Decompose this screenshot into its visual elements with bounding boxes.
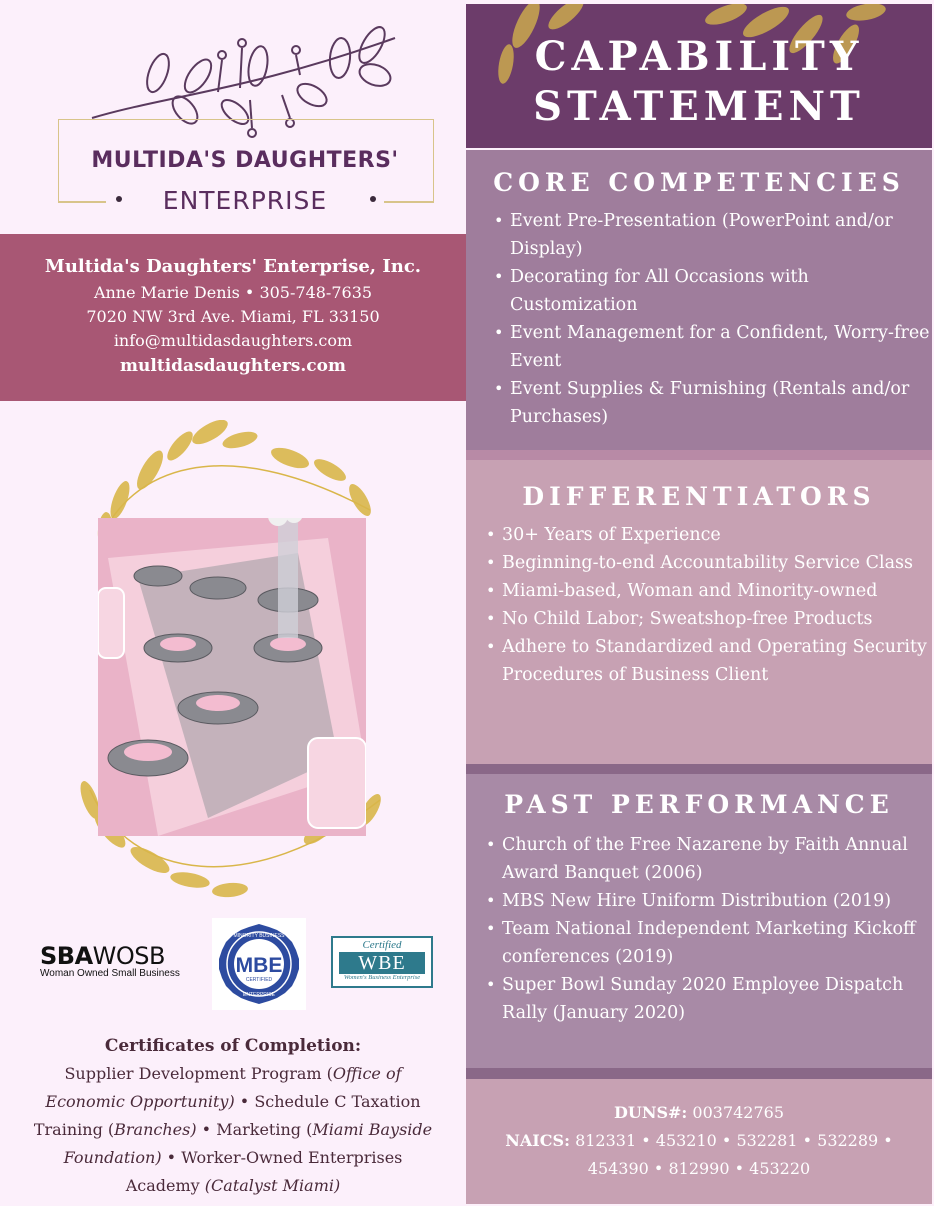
capability-title-line2: STATEMENT bbox=[533, 83, 865, 130]
list-item: • Event Supplies & Furnishing (Rentals and/or Purchases) bbox=[496, 375, 932, 431]
list-item: • Team National Independent Marketing Kickoff conferences (2019) bbox=[488, 915, 932, 971]
contact-name-phone: Anne Marie Denis • 305-748-7635 bbox=[93, 283, 373, 302]
mbe-label: MBE bbox=[235, 954, 283, 977]
list-item: • No Child Labor; Sweatshop-free Products bbox=[488, 605, 932, 633]
completion-text: • Worker-Owned Enterprises bbox=[161, 1148, 403, 1167]
logo-subtitle: ENTERPRISE bbox=[162, 186, 328, 215]
completion-text: Academy bbox=[125, 1176, 205, 1195]
differentiators-list bbox=[466, 521, 932, 689]
list-item: • Beginning-to-end Accountability Service Class bbox=[488, 549, 932, 577]
differentiators-panel bbox=[466, 460, 932, 764]
naics-codes: 812331 • 453210 • 532281 • 532289 • bbox=[569, 1131, 893, 1150]
capability-header bbox=[466, 4, 932, 148]
capability-title-line1: CAPABILITY bbox=[534, 33, 864, 80]
naics-codes-continued: 454390 • 812990 • 453220 bbox=[587, 1159, 811, 1178]
table-setting-illustration bbox=[98, 518, 366, 836]
contact-block bbox=[0, 234, 466, 401]
list-item: • Adhere to Standardized and Operating Security Procedures of Business Client bbox=[488, 633, 932, 689]
business-codes-panel bbox=[466, 1079, 932, 1204]
list-item: • Miami-based, Woman and Minority-owned bbox=[488, 577, 932, 605]
list-item: • 30+ Years of Experience bbox=[488, 521, 932, 549]
completion-org: Foundation) bbox=[63, 1148, 162, 1167]
core-competencies-panel bbox=[466, 150, 932, 450]
wbe-label: WBE bbox=[339, 952, 425, 974]
wbe-certified: Certified bbox=[362, 939, 402, 951]
section-divider bbox=[466, 764, 932, 774]
right-column bbox=[466, 0, 932, 1206]
differentiators-heading: DIFFERENTIATORS bbox=[522, 482, 876, 511]
certificates-of-completion bbox=[20, 1032, 446, 1200]
sba-label: SBA bbox=[40, 942, 93, 970]
company-name: Multida's Daughters' Enterprise, Inc. bbox=[44, 256, 422, 277]
completion-org: Branches) bbox=[114, 1120, 197, 1139]
list-item: • Decorating for All Occasions with Customization bbox=[496, 263, 932, 319]
mbe-ring-bottom: ENTERPRISE bbox=[243, 992, 275, 998]
naics-label: NAICS: bbox=[505, 1131, 570, 1150]
list-item: • Event Management for a Confident, Worry-free Event bbox=[496, 319, 932, 375]
duns-value: 003742765 bbox=[687, 1103, 785, 1122]
logo-dot-right bbox=[370, 196, 376, 202]
event-photo-area bbox=[70, 420, 410, 910]
section-divider bbox=[466, 1068, 932, 1079]
mbe-seal-icon bbox=[212, 918, 306, 1010]
sba-wosb-logo bbox=[40, 942, 200, 979]
completion-text: Supplier Development Program ( bbox=[64, 1064, 333, 1083]
list-item: • Event Pre-Presentation (PowerPoint and/or Display) bbox=[496, 207, 932, 263]
wosb-label: WOSB bbox=[92, 942, 165, 970]
duns-label: DUNS#: bbox=[613, 1103, 688, 1122]
logo-title: MULTIDA'S DAUGHTERS' bbox=[91, 148, 399, 173]
list-item: • Church of the Free Nazarene by Faith Annual Award Banquet (2006) bbox=[488, 831, 932, 887]
completion-org: Office of bbox=[332, 1064, 402, 1083]
mbe-ring-top: MINORITY BUSINESS bbox=[233, 933, 285, 939]
core-competencies-heading: CORE COMPETENCIES bbox=[493, 168, 905, 197]
contact-address: 7020 NW 3rd Ave. Miami, FL 33150 bbox=[86, 307, 380, 326]
left-column bbox=[0, 0, 466, 1206]
completion-org: Miami Bayside bbox=[312, 1120, 433, 1139]
wbe-logo bbox=[331, 936, 433, 988]
past-performance-heading: PAST PERFORMANCE bbox=[504, 790, 894, 819]
completion-text: Training ( bbox=[33, 1120, 115, 1139]
mbe-certified: CERTIFIED bbox=[245, 977, 273, 983]
core-competencies-list bbox=[466, 207, 932, 431]
completion-text: • Schedule C Taxation bbox=[234, 1092, 421, 1111]
past-performance-list bbox=[466, 831, 932, 1027]
section-divider bbox=[466, 450, 932, 460]
list-item: • Super Bowl Sunday 2020 Employee Dispatch Rally (January 2020) bbox=[488, 971, 932, 1027]
contact-email[interactable]: info@multidasdaughters.com bbox=[113, 331, 353, 350]
list-item: • MBS New Hire Uniform Distribution (2019) bbox=[488, 887, 932, 915]
company-logo bbox=[0, 0, 466, 230]
wbe-subtitle: Women's Business Enterprise bbox=[343, 974, 421, 981]
mbe-seal bbox=[212, 918, 306, 1010]
completion-org: (Catalyst Miami) bbox=[204, 1176, 341, 1195]
table-setting-photo bbox=[98, 518, 366, 836]
logo-divider-right bbox=[384, 201, 434, 203]
completion-heading: Certificates of Completion: bbox=[104, 1036, 362, 1056]
past-performance-panel bbox=[466, 774, 932, 1068]
completion-text: • Marketing ( bbox=[196, 1120, 313, 1139]
sba-subtitle: Woman Owned Small Business bbox=[40, 968, 180, 979]
completion-org: Economic Opportunity) bbox=[45, 1092, 235, 1111]
contact-website[interactable]: multidasdaughters.com bbox=[120, 356, 346, 376]
certification-logos bbox=[0, 918, 466, 1018]
